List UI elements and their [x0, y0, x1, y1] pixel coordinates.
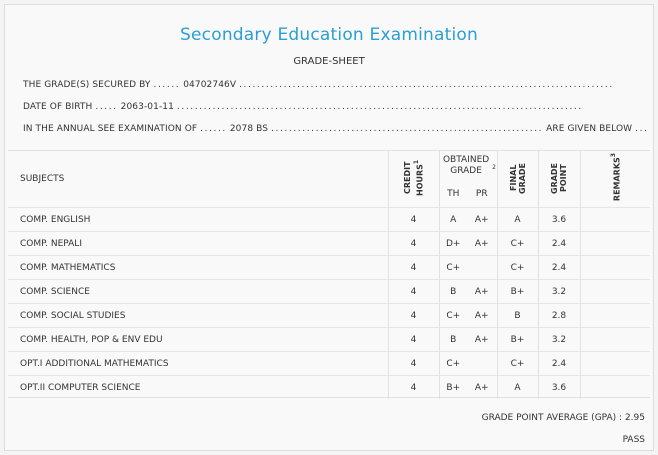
grade-point-cell: 2.8: [538, 304, 580, 328]
th-grade-cell: A: [439, 208, 467, 232]
final-grade-cell: B+: [497, 280, 538, 304]
remarks-cell: [580, 208, 650, 232]
pr-grade-cell: A+: [467, 304, 497, 328]
given-below-text: ARE GIVEN BELOW: [546, 124, 633, 134]
final-grade-cell: B: [497, 304, 538, 328]
exam-label: IN THE ANNUAL SEE EXAMINATION OF: [23, 124, 198, 134]
subjects-header: SUBJECTS: [20, 174, 65, 184]
final-grade-cell: A: [497, 208, 538, 232]
grade-point-header: GRADE POINT: [538, 151, 580, 208]
final-grade-header: FINAL GRADE: [497, 151, 538, 208]
subject-cell: OPT.II COMPUTER SCIENCE: [8, 376, 388, 400]
credit-cell: 4: [388, 304, 439, 328]
remarks-header: REMARKS$^3$: [580, 151, 650, 208]
table-row: [8, 304, 650, 328]
grade-point-cell: 3.6: [538, 208, 580, 232]
subject-cell: COMP. MATHEMATICS: [8, 256, 388, 280]
grade-secured-line: THE GRADE(S) SECURED BY ...... 04702746V ....................................................................................: [23, 80, 614, 90]
pr-grade-cell: A+: [467, 280, 497, 304]
pr-grade-cell: A+: [467, 208, 497, 232]
final-grade-cell: C+: [497, 352, 538, 376]
th-grade-cell: C+: [439, 256, 467, 280]
final-grade-cell: B+: [497, 328, 538, 352]
credit-cell: 4: [388, 280, 439, 304]
grade-point-cell: 3.6: [538, 376, 580, 400]
gpa-line: [482, 413, 645, 423]
final-grade-cell: C+: [497, 256, 538, 280]
obtained-grade-header: OBTAINED GRADE $^2$: [439, 151, 497, 181]
exam-line: IN THE ANNUAL SEE EXAMINATION OF ...... 2078 BS ............................................................. ARE GIVEN BELOW ...: [23, 124, 649, 134]
remarks-cell: [580, 232, 650, 256]
grades-table: [8, 151, 650, 399]
remarks-cell: [580, 328, 650, 352]
table-row: [8, 208, 650, 232]
dob-value: 2063-01-11: [120, 102, 174, 112]
gpa-value: 2.95: [624, 413, 645, 423]
credit-cell: 4: [388, 328, 439, 352]
credit-hours-header: CREDIT HOURS$^1$: [388, 151, 439, 208]
exam-year: 2078 BS: [229, 124, 269, 134]
subject-cell: COMP. ENGLISH: [8, 208, 388, 232]
table-row: [8, 376, 650, 400]
symbol-number: 04702746V: [183, 80, 237, 90]
table-row: [8, 328, 650, 352]
th-grade-cell: B: [439, 328, 467, 352]
grade-secured-label: THE GRADE(S) SECURED BY: [23, 80, 151, 90]
dob-line: DATE OF BIRTH ..... 2063-01-11 ...........................................................................................: [23, 102, 583, 112]
th-header: TH: [439, 181, 467, 208]
th-grade-cell: C+: [439, 304, 467, 328]
result-status: PASS: [622, 435, 645, 445]
table-row: [8, 280, 650, 304]
remarks-cell: [580, 256, 650, 280]
grade-point-cell: 2.4: [538, 256, 580, 280]
subject-cell: COMP. SCIENCE: [8, 280, 388, 304]
pr-grade-cell: A+: [467, 376, 497, 400]
pr-grade-cell: [467, 352, 497, 376]
exam-title: Secondary Education Examination: [180, 25, 478, 45]
gpa-label: GRADE POINT AVERAGE (GPA) :: [481, 413, 623, 423]
table-row: [8, 352, 650, 376]
pr-grade-cell: [467, 256, 497, 280]
grade-point-cell: 2.4: [538, 232, 580, 256]
credit-cell: 4: [388, 208, 439, 232]
th-grade-cell: D+: [439, 232, 467, 256]
remarks-cell: [580, 352, 650, 376]
credit-cell: 4: [388, 352, 439, 376]
subject-cell: COMP. NEPALI: [8, 232, 388, 256]
pr-grade-cell: A+: [467, 232, 497, 256]
grade-sheet-heading: GRADE-SHEET: [293, 56, 365, 67]
table-bottom-rule: [8, 397, 650, 398]
th-grade-cell: B+: [439, 376, 467, 400]
remarks-cell: [580, 376, 650, 400]
credit-cell: 4: [388, 256, 439, 280]
subject-cell: OPT.I ADDITIONAL MATHEMATICS: [8, 352, 388, 376]
credit-cell: 4: [388, 232, 439, 256]
remarks-cell: [580, 304, 650, 328]
grade-rows: [8, 208, 650, 400]
grade-point-cell: 3.2: [538, 280, 580, 304]
remarks-cell: [580, 280, 650, 304]
subject-cell: COMP. HEALTH, POP & ENV EDU: [8, 328, 388, 352]
dob-label: DATE OF BIRTH: [23, 102, 93, 112]
pr-header: PR: [475, 189, 488, 199]
grade-point-cell: 3.2: [538, 328, 580, 352]
table-row: [8, 256, 650, 280]
th-grade-cell: B: [439, 280, 467, 304]
final-grade-cell: C+: [497, 232, 538, 256]
table-row: [8, 232, 650, 256]
grade-point-cell: 2.4: [538, 352, 580, 376]
pr-grade-cell: A+: [467, 328, 497, 352]
credit-cell: 4: [388, 376, 439, 400]
subject-cell: COMP. SOCIAL STUDIES: [8, 304, 388, 328]
th-grade-cell: C+: [439, 352, 467, 376]
final-grade-cell: A: [497, 376, 538, 400]
